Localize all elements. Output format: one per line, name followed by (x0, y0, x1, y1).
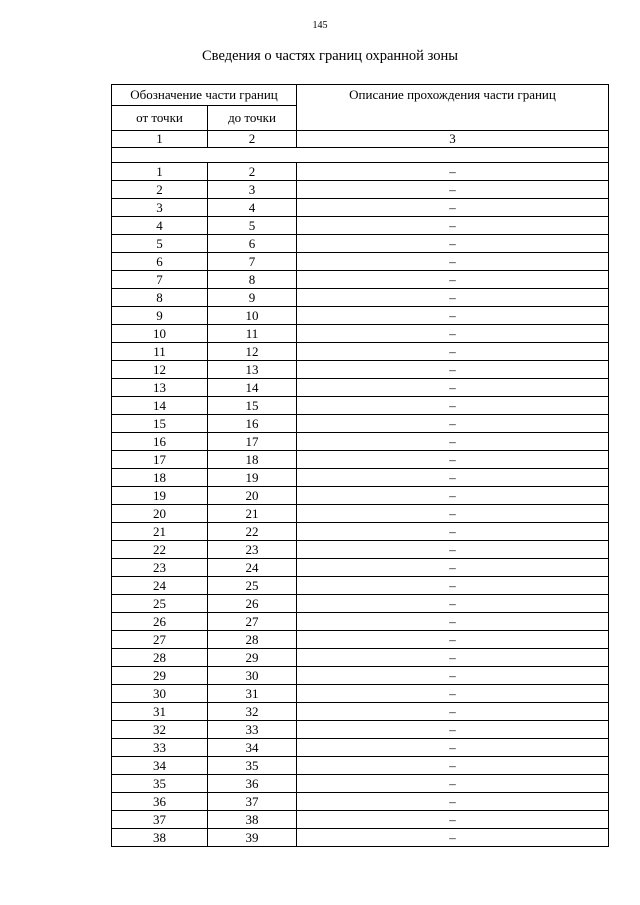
description-cell: – (297, 505, 609, 523)
to-point-cell: 7 (208, 253, 297, 271)
from-point-cell: 18 (112, 469, 208, 487)
table-row (112, 289, 609, 307)
from-point-cell: 9 (112, 307, 208, 325)
table-row (112, 685, 609, 703)
table-row (112, 307, 609, 325)
description-cell: – (297, 703, 609, 721)
table-row (112, 361, 609, 379)
table-row (112, 199, 609, 217)
column-number: 2 (208, 131, 297, 148)
description-cell: – (297, 379, 609, 397)
description-cell: – (297, 199, 609, 217)
description-cell: – (297, 775, 609, 793)
table-row (112, 325, 609, 343)
from-point-cell: 12 (112, 361, 208, 379)
to-point-cell: 35 (208, 757, 297, 775)
to-point-cell: 30 (208, 667, 297, 685)
table-row (112, 181, 609, 199)
description-cell: – (297, 811, 609, 829)
from-point-cell: 23 (112, 559, 208, 577)
from-point-cell: 10 (112, 325, 208, 343)
header-from-point: от точки (112, 106, 208, 131)
from-point-cell: 33 (112, 739, 208, 757)
from-point-cell: 11 (112, 343, 208, 361)
table-row (112, 757, 609, 775)
description-cell: – (297, 343, 609, 361)
description-cell: – (297, 793, 609, 811)
table-row (112, 631, 609, 649)
table-row (112, 721, 609, 739)
to-point-cell: 12 (208, 343, 297, 361)
to-point-cell: 3 (208, 181, 297, 199)
to-point-cell: 4 (208, 199, 297, 217)
description-cell: – (297, 757, 609, 775)
description-cell: – (297, 829, 609, 847)
to-point-cell: 9 (208, 289, 297, 307)
from-point-cell: 8 (112, 289, 208, 307)
header-boundary-designation: Обозначение части границ (112, 85, 297, 106)
description-cell: – (297, 667, 609, 685)
table-row (112, 235, 609, 253)
to-point-cell: 39 (208, 829, 297, 847)
description-cell: – (297, 307, 609, 325)
boundary-parts-table (111, 84, 609, 847)
description-cell: – (297, 433, 609, 451)
to-point-cell: 11 (208, 325, 297, 343)
from-point-cell: 1 (112, 163, 208, 181)
table-row (112, 811, 609, 829)
blank-cell (112, 148, 609, 163)
description-cell: – (297, 271, 609, 289)
table-row (112, 487, 609, 505)
description-cell: – (297, 685, 609, 703)
description-cell: – (297, 739, 609, 757)
header-description: Описание прохождения части границ (297, 85, 609, 131)
table-row (112, 217, 609, 235)
table-row (112, 703, 609, 721)
to-point-cell: 28 (208, 631, 297, 649)
description-cell: – (297, 559, 609, 577)
from-point-cell: 24 (112, 577, 208, 595)
description-cell: – (297, 469, 609, 487)
to-point-cell: 5 (208, 217, 297, 235)
description-cell: – (297, 487, 609, 505)
description-cell: – (297, 181, 609, 199)
table-row (112, 163, 609, 181)
table-row (112, 775, 609, 793)
description-cell: – (297, 577, 609, 595)
table-row (112, 397, 609, 415)
to-point-cell: 33 (208, 721, 297, 739)
table-row (112, 505, 609, 523)
description-cell: – (297, 721, 609, 739)
description-cell: – (297, 325, 609, 343)
to-point-cell: 24 (208, 559, 297, 577)
from-point-cell: 14 (112, 397, 208, 415)
to-point-cell: 31 (208, 685, 297, 703)
to-point-cell: 19 (208, 469, 297, 487)
to-point-cell: 16 (208, 415, 297, 433)
description-cell: – (297, 163, 609, 181)
from-point-cell: 26 (112, 613, 208, 631)
table-row (112, 829, 609, 847)
to-point-cell: 15 (208, 397, 297, 415)
to-point-cell: 22 (208, 523, 297, 541)
from-point-cell: 4 (112, 217, 208, 235)
from-point-cell: 30 (112, 685, 208, 703)
from-point-cell: 2 (112, 181, 208, 199)
from-point-cell: 34 (112, 757, 208, 775)
to-point-cell: 32 (208, 703, 297, 721)
to-point-cell: 34 (208, 739, 297, 757)
description-cell: – (297, 541, 609, 559)
to-point-cell: 14 (208, 379, 297, 397)
to-point-cell: 8 (208, 271, 297, 289)
header-to-point: до точки (208, 106, 297, 131)
table-row (112, 469, 609, 487)
table-row (112, 559, 609, 577)
description-cell: – (297, 253, 609, 271)
to-point-cell: 37 (208, 793, 297, 811)
from-point-cell: 6 (112, 253, 208, 271)
from-point-cell: 13 (112, 379, 208, 397)
to-point-cell: 2 (208, 163, 297, 181)
from-point-cell: 25 (112, 595, 208, 613)
to-point-cell: 6 (208, 235, 297, 253)
from-point-cell: 38 (112, 829, 208, 847)
table-row (112, 253, 609, 271)
column-number: 3 (297, 131, 609, 148)
page-number: 145 (312, 20, 328, 31)
table-row (112, 271, 609, 289)
description-cell: – (297, 397, 609, 415)
from-point-cell: 35 (112, 775, 208, 793)
from-point-cell: 20 (112, 505, 208, 523)
to-point-cell: 38 (208, 811, 297, 829)
to-point-cell: 36 (208, 775, 297, 793)
from-point-cell: 17 (112, 451, 208, 469)
table-row (112, 523, 609, 541)
table-row (112, 649, 609, 667)
from-point-cell: 19 (112, 487, 208, 505)
description-cell: – (297, 613, 609, 631)
description-cell: – (297, 649, 609, 667)
from-point-cell: 27 (112, 631, 208, 649)
description-cell: – (297, 523, 609, 541)
table-row (112, 577, 609, 595)
from-point-cell: 32 (112, 721, 208, 739)
to-point-cell: 27 (208, 613, 297, 631)
column-number: 1 (112, 131, 208, 148)
from-point-cell: 22 (112, 541, 208, 559)
from-point-cell: 21 (112, 523, 208, 541)
table-row (112, 793, 609, 811)
description-cell: – (297, 451, 609, 469)
table-row (112, 343, 609, 361)
from-point-cell: 15 (112, 415, 208, 433)
from-point-cell: 31 (112, 703, 208, 721)
description-cell: – (297, 415, 609, 433)
from-point-cell: 7 (112, 271, 208, 289)
to-point-cell: 10 (208, 307, 297, 325)
from-point-cell: 29 (112, 667, 208, 685)
from-point-cell: 28 (112, 649, 208, 667)
to-point-cell: 21 (208, 505, 297, 523)
from-point-cell: 5 (112, 235, 208, 253)
to-point-cell: 23 (208, 541, 297, 559)
table-row (112, 451, 609, 469)
table-row (112, 613, 609, 631)
table-row (112, 379, 609, 397)
description-cell: – (297, 235, 609, 253)
to-point-cell: 20 (208, 487, 297, 505)
to-point-cell: 17 (208, 433, 297, 451)
description-cell: – (297, 631, 609, 649)
description-cell: – (297, 361, 609, 379)
to-point-cell: 25 (208, 577, 297, 595)
description-cell: – (297, 217, 609, 235)
table-row (112, 433, 609, 451)
from-point-cell: 3 (112, 199, 208, 217)
table-row (112, 541, 609, 559)
from-point-cell: 16 (112, 433, 208, 451)
from-point-cell: 37 (112, 811, 208, 829)
description-cell: – (297, 289, 609, 307)
table-row (112, 739, 609, 757)
from-point-cell: 36 (112, 793, 208, 811)
blank-row (112, 148, 609, 163)
table-row (112, 595, 609, 613)
table-body (112, 163, 609, 847)
to-point-cell: 18 (208, 451, 297, 469)
description-cell: – (297, 595, 609, 613)
to-point-cell: 13 (208, 361, 297, 379)
to-point-cell: 26 (208, 595, 297, 613)
to-point-cell: 29 (208, 649, 297, 667)
table-row (112, 667, 609, 685)
table-row (112, 415, 609, 433)
page-title: Сведения о частях границ охранной зоны (202, 48, 458, 64)
